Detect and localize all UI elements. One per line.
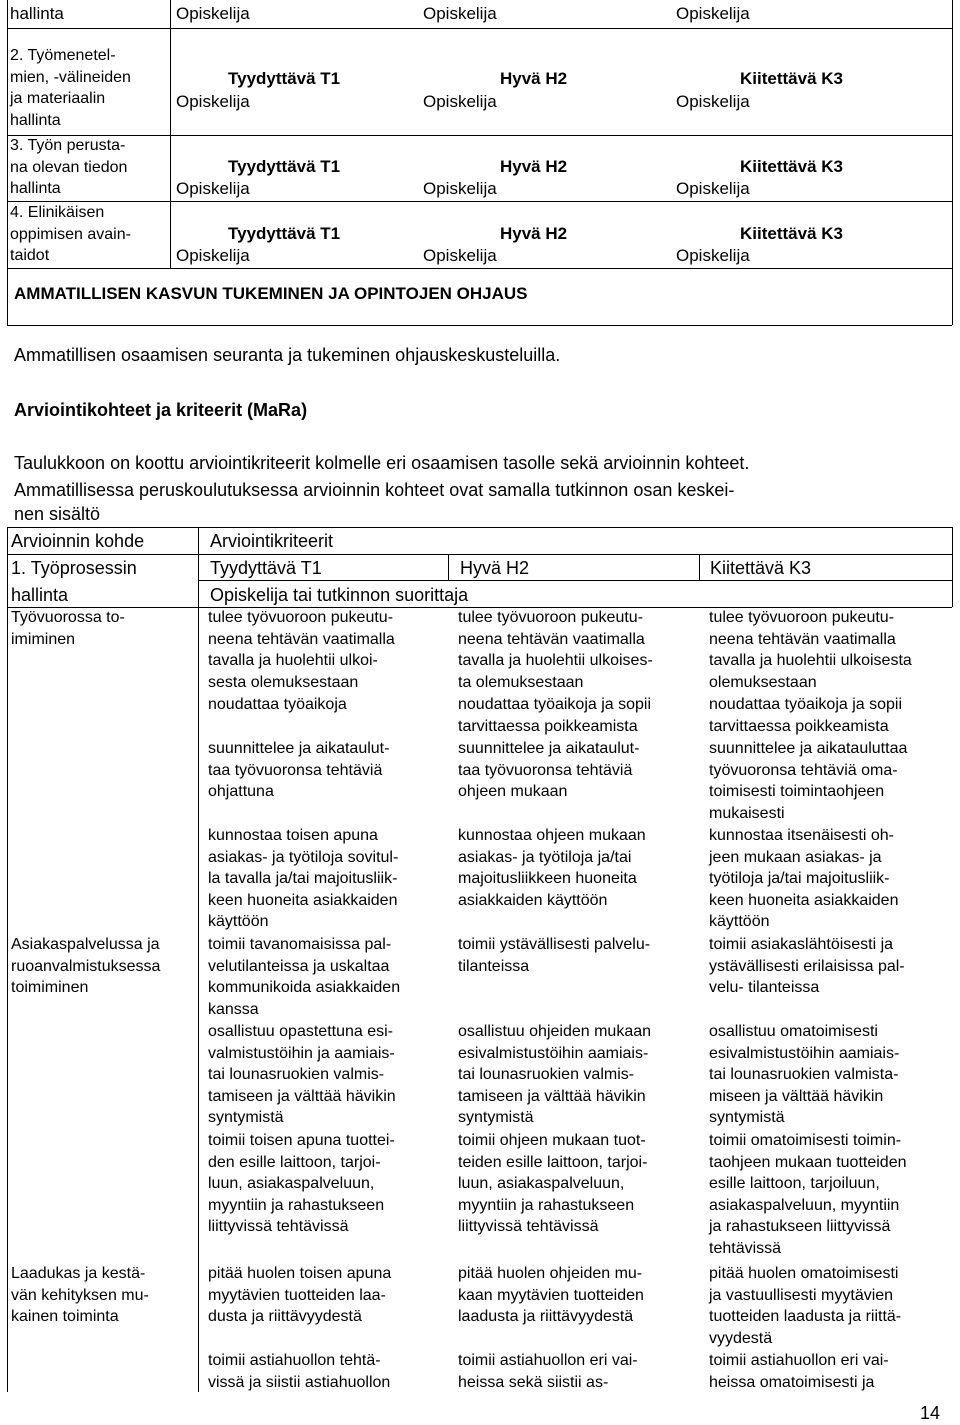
section-heading: AMMATILLISEN KASVUN TUKEMINEN JA OPINTOJEN OHJAUS (14, 284, 528, 303)
criteria-cell: tulee työvuoroon pukeutu- neena tehtävän vaatimalla tavalla ja huolehtii ulkoi- sesta olemuksestaan (208, 609, 395, 691)
level-k3: Kiitettävä K3 (740, 69, 843, 88)
follow-up-text: Ammatillisen osaamisen seuranta ja tukeminen ohjauskeskusteluilla. (14, 345, 561, 365)
criteria-cell: osallistuu omatoimisesti esivalmistustöihin aamiais- tai lounasruokien valmista- miseen ja välttää hävikin syntymistä (709, 1023, 900, 1127)
row-label-continued: hallinta (10, 4, 64, 23)
section-subheading: Arviointikohteet ja kriteerit (MaRa) (14, 400, 308, 420)
criteria-area: 1. Työprosessin (11, 558, 137, 578)
criteria-cell: toimii astiahuollon eri vai- heissa omatoimisesti ja (709, 1352, 889, 1391)
criteria-cell: toimii ystävällisesti palvelu- tilanteissa (458, 936, 651, 975)
criteria-cell: toimii tavanomaisissa pal- velutilanteissa ja uskaltaa kommunikoida asiakkaiden kanssa (208, 936, 401, 1018)
criteria-cell: kunnostaa toisen apuna asiakas- ja työtiloja sovitul- la tavalla ja/tai majoitusliik- keen huoneita asiakkaiden käyttöön (208, 827, 399, 931)
subject-label: Opiskelija (676, 92, 750, 111)
criteria-cell: suunnittelee ja aikataulut- taa työvuoronsa tehtäviä ohjeen mukaan (458, 740, 640, 801)
criteria-cell: noudattaa työaikoja ja sopii tarvittaessa poikkeamista (709, 696, 903, 735)
assessment-target: Laadukas ja kestä- vän kehityksen mu- kainen toiminta (11, 1265, 149, 1326)
level-t1: Tyydyttävä T1 (210, 558, 322, 578)
criteria-cell: suunnittelee ja aikatauluttaa työvuoronsa tehtäviä oma- toimisesti toimintaohjeen mukaisesti (709, 740, 908, 822)
subject-label: Opiskelija tai tutkinnon suorittaja (210, 585, 469, 605)
criteria-area-label: 3. Työn perusta- na olevan tiedon hallinta (10, 137, 128, 197)
paragraph: Ammatillisessa peruskoulutuksessa arvioinnin kohteet ovat samalla tutkinnon osan keskei- (14, 480, 735, 500)
criteria-cell: noudattaa työaikoja ja sopii tarvittaessa poikkeamista (458, 696, 652, 735)
criteria-cell: toimii omatoimisesti toimin- taohjeen mukaan tuotteiden esille laittoon, tarjoiluun, asiakaspalveluun, myyntiin ja rahastukseen liittyvissä tehtävissä (709, 1132, 907, 1257)
level-h2: Hyvä H2 (500, 157, 568, 176)
criteria-cell: toimii asiakaslähtöisesti ja ystävällisesti erilaisissa pal- velu- tilanteissa (709, 936, 905, 997)
subject-label: Opiskelija (176, 4, 250, 23)
criteria-cell: toimii toisen apuna tuottei- den esille laittoon, tarjoi- luun, asiakaspalveluun, myyntiin ja rahastukseen liittyvissä tehtävissä (208, 1132, 395, 1236)
level-k3: Kiitettävä K3 (740, 224, 843, 243)
level-h2: Hyvä H2 (500, 69, 568, 88)
level-t1: Tyydyttävä T1 (228, 224, 341, 243)
criteria-cell: pitää huolen ohjeiden mu- kaan myytävien tuotteiden laadusta ja riittävyydestä (458, 1265, 644, 1326)
criteria-cell: toimii astiahuollon tehtä- vissä ja siistii astiahuollon (208, 1352, 391, 1391)
subject-label: Opiskelija (423, 179, 497, 198)
criteria-cell: toimii astiahuollon eri vai- heissa sekä siistii as- (458, 1352, 638, 1391)
column-header-criteria: Arviointikriteerit (210, 531, 334, 551)
subject-label: Opiskelija (176, 92, 250, 111)
assessment-target: Työvuorossa to- imiminen (11, 609, 125, 648)
column-header-target: Arvioinnin kohde (11, 531, 145, 551)
criteria-area-label: 2. Työmenetel- mien, -välineiden ja materiaalin hallinta (10, 47, 131, 129)
level-t1: Tyydyttävä T1 (228, 69, 341, 88)
paragraph: Taulukkoon on koottu arviointikriteerit kolmelle eri osaamisen tasolle sekä arvioinnin kohteet. (14, 453, 750, 473)
criteria-area-label: 4. Elinikäisen oppimisen avain- taidot (10, 204, 131, 264)
subject-label: Opiskelija (176, 246, 250, 265)
subject-label: Opiskelija (676, 179, 750, 198)
criteria-area: hallinta (11, 585, 69, 605)
criteria-cell: pitää huolen toisen apuna myytävien tuotteiden laa- dusta ja riittävyydestä (208, 1265, 392, 1326)
criteria-cell: pitää huolen omatoimisesti ja vastuullisesti myytävien tuotteiden laadusta ja riittä- vyydestä (709, 1265, 902, 1347)
level-h2: Hyvä H2 (460, 558, 530, 578)
assessment-target: Asiakaspalvelussa ja ruoanvalmistuksessa toimiminen (11, 936, 161, 997)
criteria-cell: kunnostaa ohjeen mukaan asiakas- ja työtiloja ja/tai majoitusliikkeen huoneita asiakkaiden käyttöön (458, 827, 646, 909)
subject-label: Opiskelija (423, 246, 497, 265)
criteria-cell: osallistuu ohjeiden mukaan esivalmistustöihin aamiais- tai lounasruokien valmis- tamiseen ja välttää hävikin syntymistä (458, 1023, 652, 1127)
level-k3: Kiitettävä K3 (710, 558, 812, 578)
paragraph: nen sisältö (14, 504, 101, 524)
criteria-cell: kunnostaa itsenäisesti oh- jeen mukaan asiakas- ja työtiloja ja/tai majoitusliik- keen huoneita asiakkaiden käyttöön (709, 827, 899, 931)
criteria-cell: tulee työvuoroon pukeutu- neena tehtävän vaatimalla tavalla ja huolehtii ulkoises- ta olemuksestaan (458, 609, 653, 691)
criteria-cell: osallistuu opastettuna esi- valmistustöihin ja aamiais- tai lounasruokien valmis- tamiseen ja välttää hävikin syntymistä (208, 1023, 396, 1127)
subject-label: Opiskelija (676, 246, 750, 265)
subject-label: Opiskelija (676, 4, 750, 23)
subject-label: Opiskelija (423, 4, 497, 23)
level-h2: Hyvä H2 (500, 224, 568, 243)
level-t1: Tyydyttävä T1 (228, 157, 341, 176)
subject-label: Opiskelija (423, 92, 497, 111)
page-number: 14 (920, 1403, 941, 1423)
level-k3: Kiitettävä K3 (740, 157, 843, 176)
criteria-cell: tulee työvuoroon pukeutu- neena tehtävän vaatimalla tavalla ja huolehtii ulkoisesta olemuksestaan (709, 609, 912, 691)
subject-label: Opiskelija (176, 179, 250, 198)
criteria-cell: suunnittelee ja aikataulut- taa työvuoronsa tehtäviä ohjattuna (208, 740, 390, 801)
criteria-cell: toimii ohjeen mukaan tuot- teiden esille laittoon, tarjoi- luun, asiakaspalveluun, myyntiin ja rahastukseen liittyvissä tehtävissä (458, 1132, 648, 1236)
criteria-cell: noudattaa työaikoja (208, 696, 347, 713)
